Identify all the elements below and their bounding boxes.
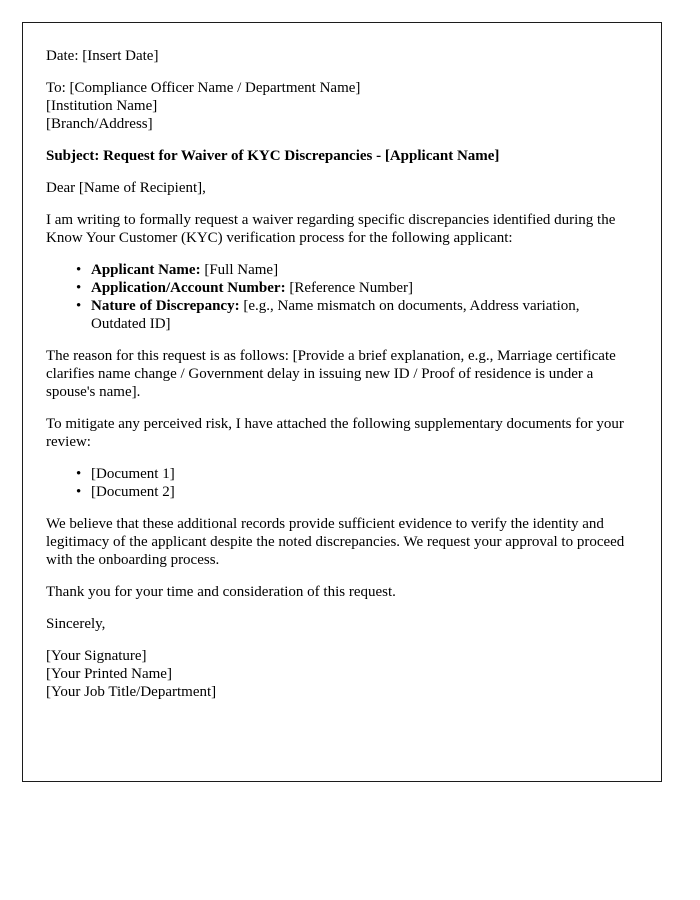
list-item <box>46 297 637 333</box>
signature-line: [Your Signature] <box>46 648 147 664</box>
account-number-label: Application/Account Number: <box>91 280 286 296</box>
recipient-line-1: To: [Compliance Officer Name / Department Name] <box>46 80 361 96</box>
attachments-intro-paragraph: To mitigate any perceived risk, I have attached the following supplementary documents for your review: <box>46 416 624 450</box>
conclusion-paragraph: We believe that these additional records provide sufficient evidence to verify the identity and legitimacy of the applicant despite the noted discrepancies. We request your approval to proceed with the onboarding process. <box>46 516 625 568</box>
reason-paragraph: The reason for this request is as follows: [Provide a brief explanation, e.g., Marriage certificate clarifies name change / Government delay in issuing new ID / Proof of residence is under a spouse's name]. <box>46 348 616 400</box>
account-number-value: [Reference Number] <box>289 280 414 296</box>
discrepancy-value: [e.g., Name mismatch on documents, Address variation, Outdated ID] <box>91 298 580 332</box>
job-title-line: [Your Job Title/Department] <box>46 684 217 700</box>
recipient-line-3: [Branch/Address] <box>46 116 153 132</box>
bullet-icon: • <box>76 280 82 296</box>
letter-border-frame <box>22 22 662 782</box>
bullet-icon: • <box>76 262 82 278</box>
salutation: Dear [Name of Recipient], <box>46 180 206 196</box>
bullet-icon: • <box>76 298 82 314</box>
intro-paragraph: I am writing to formally request a waiver regarding specific discrepancies identified during the Know Your Customer (KYC) verification process for the following applicant: <box>46 212 616 246</box>
attachments-list <box>46 465 637 501</box>
attachment-1-label: [Document 1] <box>91 466 175 482</box>
date-line: Date: [Insert Date] <box>46 48 159 64</box>
bullet-icon: • <box>76 466 82 482</box>
applicant-details-list <box>46 261 637 333</box>
applicant-name-value: [Full Name] <box>204 262 279 278</box>
list-item <box>46 465 637 483</box>
letter-content <box>46 47 637 701</box>
subject-line: Subject: Request for Waiver of KYC Discrepancies - [Applicant Name] <box>46 148 500 164</box>
list-item <box>46 261 637 279</box>
recipient-line-2: [Institution Name] <box>46 98 158 114</box>
bullet-icon: • <box>76 484 82 500</box>
thanks-paragraph: Thank you for your time and consideration of this request. <box>46 584 396 600</box>
printed-name-line: [Your Printed Name] <box>46 666 172 682</box>
discrepancy-label: Nature of Discrepancy: <box>91 298 240 314</box>
closing-line: Sincerely, <box>46 616 106 632</box>
recipient-block <box>46 79 637 133</box>
signature-block <box>46 647 637 701</box>
attachment-2-label: [Document 2] <box>91 484 175 500</box>
list-item <box>46 483 637 501</box>
applicant-name-label: Applicant Name: <box>91 262 201 278</box>
list-item <box>46 279 637 297</box>
